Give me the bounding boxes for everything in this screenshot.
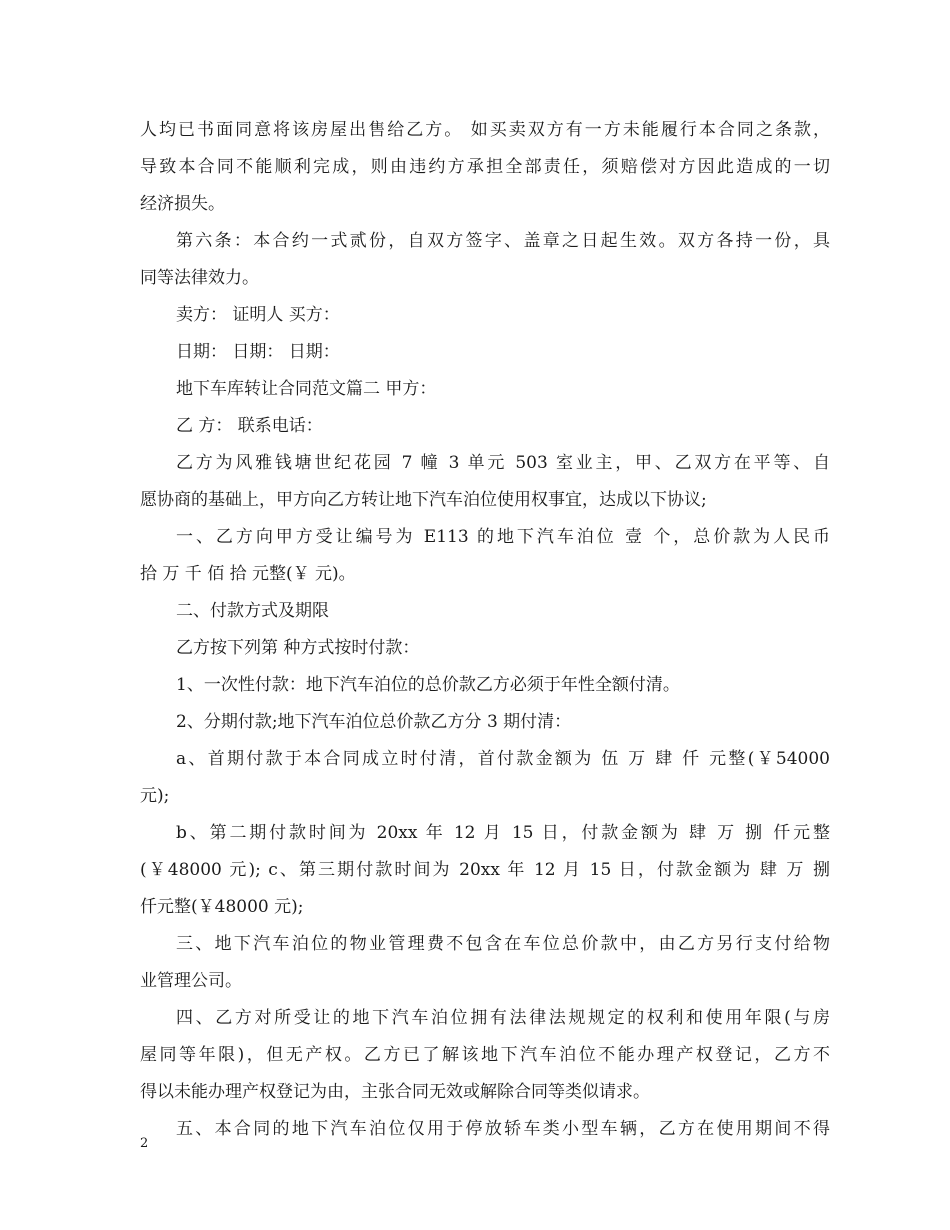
- text-line: 业管理公司。: [140, 971, 242, 991]
- text-line: 得以未能办理产权登记为由，主张合同无效或解除合同等类似请求。: [140, 1082, 650, 1102]
- text-line: a、首期付款于本合同成立时付清，首付款金额为 伍 万 肆 仟 元整(￥54000: [176, 749, 830, 769]
- text-line: 导致本合同不能顺利完成，则由违约方承担全部责任，须赔偿对方因此造成的一切: [140, 157, 830, 177]
- text-line: 拾 万 千 佰 拾 元整(￥ 元)。: [140, 564, 356, 584]
- text-line: 地下车库转让合同范文篇二 甲方：: [176, 379, 437, 399]
- text-line: 元);: [140, 786, 170, 806]
- text-line: 四、乙方对所受让的地下汽车泊位拥有法律法规规定的权利和使用年限(与房: [176, 1008, 830, 1028]
- text-line: 1、一次性付款：地下汽车泊位的总价款乙方必须于年性全额付清。: [176, 675, 680, 695]
- page-number: 2: [140, 1136, 149, 1151]
- text-line: 乙 方： 联系电话：: [176, 416, 323, 436]
- text-line: 经济损失。: [140, 194, 225, 214]
- text-line: 卖方： 证明人 买方：: [176, 305, 340, 325]
- text-line: 乙方为风雅钱塘世纪花园 7 幢 3 单元 503 室业主，甲、乙双方在平等、自: [176, 453, 830, 473]
- text-line: 第六条：本合约一式贰份，自双方签字、盖章之日起生效。双方各持一份，具: [176, 231, 830, 251]
- text-line: 五、本合同的地下汽车泊位仅用于停放轿车类小型车辆，乙方在使用期间不得: [176, 1119, 830, 1139]
- text-line: 同等法律效力。: [140, 268, 259, 288]
- text-line: 二、付款方式及期限: [176, 601, 329, 621]
- text-line: 2、分期付款;地下汽车泊位总价款乙方分 3 期付清：: [176, 712, 572, 732]
- text-line: 乙方按下列第 种方式按时付款：: [176, 638, 420, 658]
- text-line: 仟元整(￥48000 元);: [140, 897, 304, 917]
- text-line: 一、乙方向甲方受让编号为 E113 的地下汽车泊位 壹 个，总价款为人民币: [176, 527, 830, 547]
- text-line: 人均已书面同意将该房屋出售给乙方。 如买卖双方有一方未能履行本合同之条款，: [140, 120, 830, 140]
- text-line: 三、地下汽车泊位的物业管理费不包含在车位总价款中，由乙方另行支付给物: [176, 934, 830, 954]
- text-line: b、第二期付款时间为 20xx 年 12 月 15 日，付款金额为 肆 万 捌 仟元整: [176, 823, 830, 843]
- text-line: 日期： 日期： 日期：: [176, 342, 340, 362]
- text-line: 屋同等年限)，但无产权。乙方已了解该地下汽车泊位不能办理产权登记，乙方不: [140, 1045, 830, 1065]
- text-line: (￥48000 元); c、第三期付款时间为 20xx 年 12 月 15 日，付款金额为 肆 万 捌: [140, 860, 830, 880]
- text-line: 愿协商的基础上，甲方向乙方转让地下汽车泊位使用权事宜，达成以下协议;: [140, 490, 707, 510]
